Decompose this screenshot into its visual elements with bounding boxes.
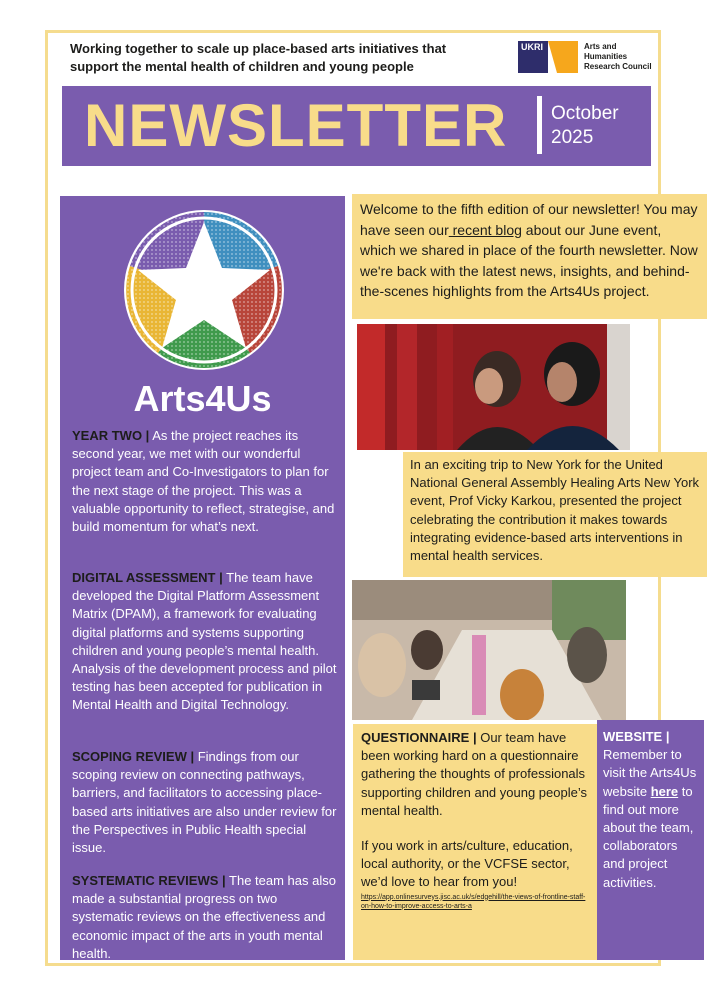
recent-blog-link[interactable]: recent blog — [448, 221, 522, 238]
issue-year: 2025 — [551, 127, 594, 148]
ukri-logo-mark: UKRI — [518, 41, 548, 73]
section-year-two: YEAR TWO | As the project reaches its second year, we met with our wonderful project team and Co-Investigators to plan for the next stage of the project. This was a valuable opportunity to reflect, strategise, and build momentum for what’s next. — [72, 428, 335, 535]
new-york-box: In an exciting trip to New York for the United National General Assembly Healing Arts New York event, Prof Vicky Karkou, presented the project celebrating the contribution it makes towards integrating evidence-based arts interventions in mental health services. — [403, 452, 707, 577]
newsletter-title: NEWSLETTER — [84, 92, 508, 159]
section-systematic-reviews: SYSTEMATIC REVIEWS | The team has also made a substantial progress on two systematic reviews on the effectiveness and economic impact of the arts in youth mental health. — [72, 873, 336, 961]
brand-name: Arts4Us — [133, 378, 272, 419]
funder-name: Arts and Humanities Research Council — [584, 42, 652, 71]
questionnaire-intro: QUESTIONNAIRE | Our team have been working hard on a questionnaire gathering the thoughts of professionals supporting children and young people’s mental health. — [361, 730, 587, 818]
section-digital-assessment: DIGITAL ASSESSMENT | The team have developed the Digital Platform Assessment Matrix (DPAM), a framework for evaluating digital platforms and systems supporting children and young people’s mental health. Analysis of the development process and pilot testing has been accepted for publication in Mental Health and Digital Technology. — [72, 570, 337, 713]
issue-month: October — [551, 103, 619, 124]
questionnaire-link[interactable]: https://app.onlinesurveys.jisc.ac.uk/s/edgehill/the-views-of-frontline-staff-on-how-to-improve-access-to-arts-a — [361, 893, 586, 910]
questionnaire-box — [353, 724, 597, 960]
newsletter-banner — [62, 86, 651, 166]
website-here-link[interactable]: here — [650, 783, 679, 799]
new-york-event-photo — [357, 324, 630, 450]
section-scoping-review: SCOPING REVIEW | Findings from our scoping review on connecting pathways, barriers, and facilitators to accessing place-based arts initiatives are also under review for the Perspectives in Public Health special issue. — [72, 749, 337, 856]
banner-divider — [537, 96, 542, 154]
ukri-logo[interactable] — [518, 41, 658, 75]
ukri-logo-accent — [548, 41, 578, 73]
team-meeting-photo — [352, 580, 626, 720]
left-column — [60, 196, 345, 960]
tagline: Working together to scale up place-based arts initiatives that support the mental health of children and young people — [70, 41, 447, 74]
website-box: WEBSITE | Remember to visit the Arts4Us website here to find out more about the team, collaborators and project activities. — [597, 720, 704, 960]
questionnaire-invite: If you work in arts/culture, education, local authority, or the VCFSE sector, we’d love to hear from you! — [361, 838, 573, 890]
arts4us-star-wreath-icon — [122, 208, 286, 372]
welcome-box: Welcome to the fifth edition of our newsletter! You may have seen our recent blog about our June event, which we shared in place of the fourth newsletter. Now we're back with the latest news, insights, and behind-the-scenes highlights from the Arts4Us project. — [352, 194, 707, 319]
